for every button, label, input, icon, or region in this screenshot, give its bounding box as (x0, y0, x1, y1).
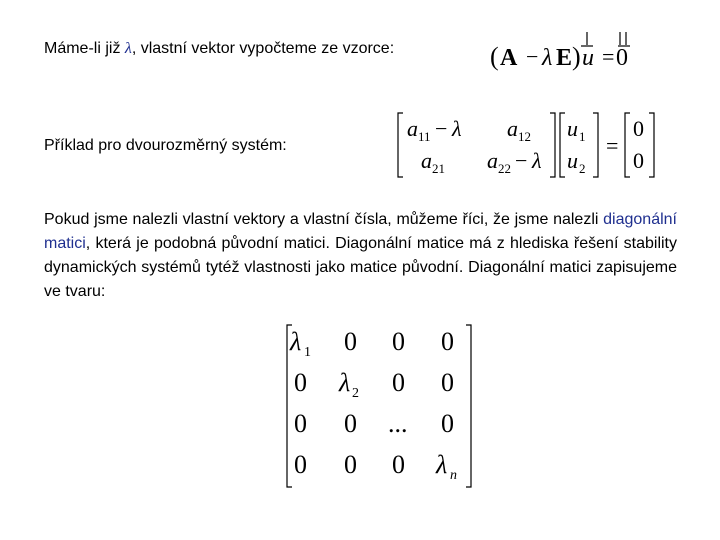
a11: a (407, 116, 418, 141)
zero-r1c2: 0 (344, 327, 357, 356)
zero-r1c3: 0 (392, 327, 405, 356)
lambda-2-sub: 2 (352, 386, 359, 401)
open-paren: ( (490, 42, 499, 71)
zero-r1c4: 0 (441, 327, 454, 356)
matrix-2x2-equation (395, 110, 665, 180)
zero-r3c1: 0 (294, 409, 307, 438)
intro-after: , vlastní vektor vypočteme ze vzorce: (131, 40, 395, 57)
u2: u (567, 148, 578, 173)
a22-sub: 22 (498, 161, 511, 176)
zero-r2c1: 0 (294, 368, 307, 397)
diagonal-matrix-term: diagonální matici (44, 211, 677, 252)
a21: a (421, 148, 432, 173)
vector-u: u (582, 45, 594, 71)
lambda-1-sub: 1 (304, 345, 311, 360)
zero-r3c4: 0 (441, 409, 454, 438)
paragraph-part1: Pokud jsme nalezli vlastní vektory a vlastní čísla, můžeme říci, že jsme nalezli (44, 211, 604, 228)
eigen-formula (486, 28, 666, 78)
a22: a (487, 148, 498, 173)
close-paren: ) (572, 42, 581, 71)
zero-r2c4: 0 (441, 368, 454, 397)
a11-sub: 11 (418, 129, 431, 144)
matrix-A: A (500, 45, 518, 71)
zero-bottom: 0 (633, 148, 644, 173)
paragraph-part2: , která je podobná původní matici. Diagonální matice má z hlediska řešení stability dynamických systémů tytéž vlastnosti jako matice původní. Diagonální matici zapisujeme ve tvaru: (44, 235, 677, 300)
minus-sign: − (526, 44, 539, 69)
diagonal-matrix (282, 322, 482, 492)
lambda-2: λ (339, 368, 351, 397)
matrix-equals: = (606, 133, 619, 158)
u2-sub: 2 (579, 161, 586, 176)
zero-r4c1: 0 (294, 450, 307, 479)
a12: a (507, 116, 518, 141)
lambda-1: λ (290, 327, 302, 356)
a22-minus: − (515, 148, 528, 173)
equals-sign: = (602, 44, 615, 69)
zero-top: 0 (633, 116, 644, 141)
lambda-n: λ (436, 450, 448, 479)
zero-r4c2: 0 (344, 450, 357, 479)
a11-minus: − (435, 116, 448, 141)
a21-sub: 21 (432, 161, 445, 176)
example-label: Příklad pro dvourozměrný systém: (44, 137, 287, 154)
lambda-n-sub: n (450, 468, 457, 483)
diagonal-paragraph (44, 208, 677, 304)
matrix-E: E (556, 45, 573, 71)
u1: u (567, 116, 578, 141)
ellipsis-r3c3: ... (388, 409, 408, 438)
lambda-symbol: λ (542, 45, 553, 71)
zero-r3c2: 0 (344, 409, 357, 438)
a12-sub: 12 (518, 129, 531, 144)
a22-lambda: λ (532, 148, 542, 173)
intro-before: Máme-li již (44, 40, 125, 57)
vector-zero: 0 (616, 45, 628, 71)
zero-r2c3: 0 (392, 368, 405, 397)
zero-r4c3: 0 (392, 450, 405, 479)
intro-lambda: λ (124, 40, 132, 57)
u1-sub: 1 (579, 129, 586, 144)
intro-text (44, 40, 394, 58)
a11-lambda: λ (452, 116, 462, 141)
